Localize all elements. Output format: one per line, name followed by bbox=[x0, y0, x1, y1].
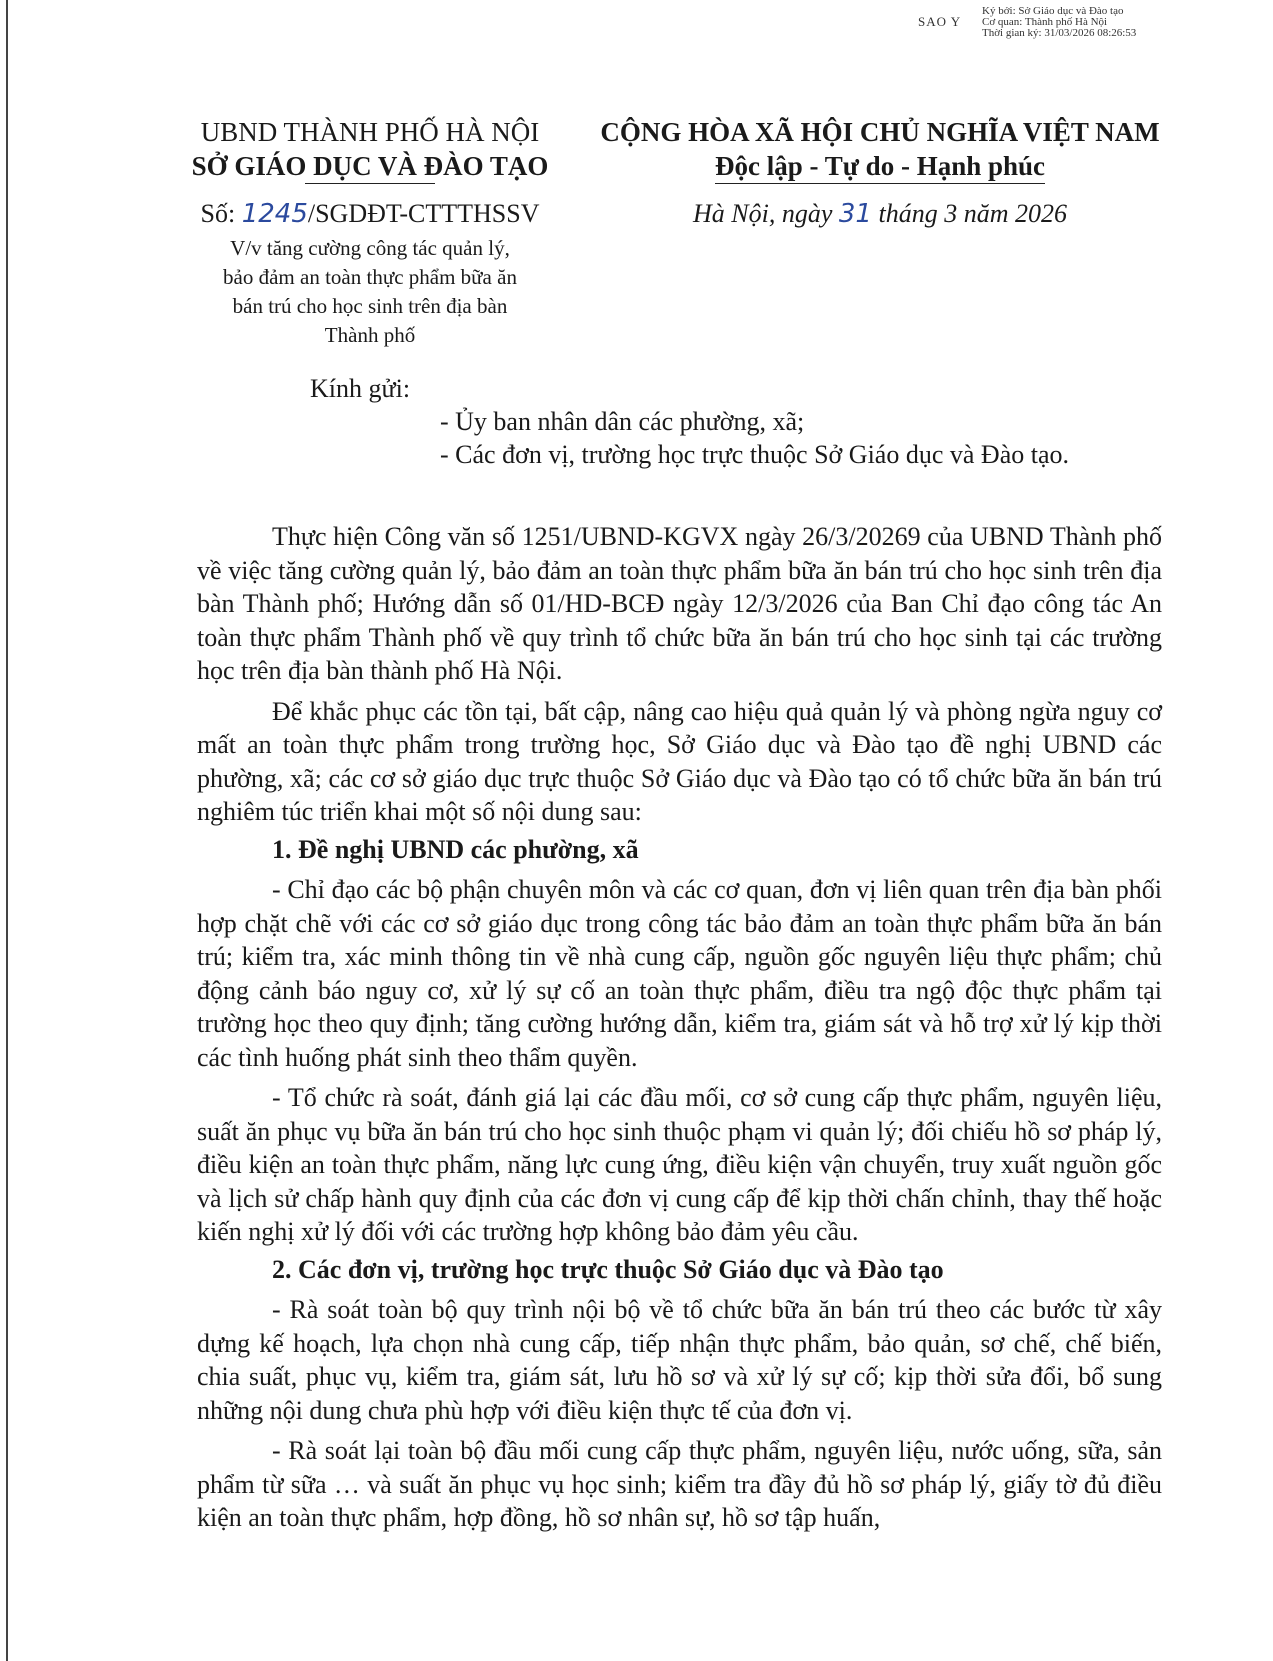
recipient-item: - Ủy ban nhân dân các phường, xã; bbox=[440, 407, 805, 436]
motto-underline bbox=[715, 183, 1045, 184]
national-motto-block bbox=[580, 115, 1180, 183]
body-paragraph: Để khắc phục các tồn tại, bất cập, nâng cao hiệu quả quản lý và phòng ngừa nguy cơ mất an toàn thực phẩm trong trường học, Sở Giáo dục và Đào tạo đề nghị UBND các phường, xã; các cơ sở giáo dục trực thuộc Sở Giáo dục và Đào tạo có tổ chức bữa ăn bán trú nghiêm túc triển khai một số nội dung sau: bbox=[197, 696, 1162, 826]
subject-block bbox=[170, 234, 570, 350]
body-paragraph: - Tổ chức rà soát, đánh giá lại các đầu mối, cơ sở cung cấp thực phẩm, nguyên liệu, suất ăn phục vụ bữa ăn bán trú cho học sinh thuộc phạm vi quản lý; đối chiếu hồ sơ pháp lý, điều kiện an toàn thực phẩm, năng lực cung ứng, điều kiện vận chuyển, truy xuất nguồn gốc và lịch sử chấp hành quy định của các đơn vị cung cấp để kịp thời chấn chỉnh, thay thế hoặc kiến nghị xử lý đối với các trường hợp không bảo đảm yêu cầu. bbox=[197, 1083, 1162, 1246]
document-body bbox=[197, 520, 1162, 1535]
subject-line: bán trú cho học sinh trên địa bàn bbox=[232, 294, 508, 318]
signature-stamp bbox=[982, 6, 1136, 39]
handwritten-day: 31 bbox=[838, 199, 872, 229]
number-suffix: /SGDĐT-CTTTHSSV bbox=[307, 199, 540, 228]
subject-line: V/v tăng cường công tác quản lý, bbox=[230, 236, 510, 260]
stamp-signer: Ký bởi: Sở Giáo dục và Đào tạo bbox=[982, 5, 1124, 17]
date-suffix: tháng 3 năm 2026 bbox=[871, 199, 1067, 228]
body-paragraph: - Rà soát toàn bộ quy trình nội bộ về tổ chức bữa ăn bán trú theo các bước từ xây dựng kế hoạch, lựa chọn nhà cung cấp, tiếp nhận thực phẩm, bảo quản, sơ chế, chế biến, chia suất, phục vụ, kiểm tra, giám sát, lưu hồ sơ và xử lý sự cố; kịp thời sửa đổi, bổ sung những nội dung chưa phù hợp với điều kiện thực tế của đơn vị. bbox=[197, 1295, 1162, 1425]
document-number bbox=[170, 197, 570, 231]
issuer-underline bbox=[305, 183, 435, 184]
issuer-name: SỞ GIÁO DỤC VÀ ĐÀO TẠO bbox=[191, 151, 549, 181]
body-paragraph: - Rà soát lại toàn bộ đầu mối cung cấp thực phẩm, nguyên liệu, nước uống, sữa, sản phẩm từ sữa … và suất ăn phục vụ học sinh; kiểm tra đầy đủ hồ sơ pháp lý, giấy tờ đủ điều kiện an toàn thực phẩm, hợp đồng, hồ sơ nhân sự, hồ sơ tập huấn, bbox=[197, 1436, 1162, 1532]
salutation: Kính gửi: bbox=[310, 374, 411, 403]
body-paragraph: - Chỉ đạo các bộ phận chuyên môn và các cơ quan, đơn vị liên quan trên địa bàn phối hợp chặt chẽ với các cơ sở giáo dục trong công tác bảo đảm an toàn thực phẩm bữa ăn bán trú; kiểm tra, xác minh thông tin về nhà cung cấp, nguồn gốc nguyên liệu thực phẩm; chủ động cảnh báo nguy cơ, xử lý sự cố an toàn thực phẩm, điều tra ngộ độc thực phẩm tại trường học theo quy định; tăng cường hướng dẫn, kiểm tra, giám sát và hỗ trợ xử lý kịp thời các tình huống phát sinh theo thẩm quyền. bbox=[197, 875, 1162, 1072]
stamp-agency: Cơ quan: Thành phố Hà Nội bbox=[982, 16, 1108, 28]
body-paragraph: Thực hiện Công văn số 1251/UBND-KGVX ngày 26/3/20269 của UBND Thành phố về việc tăng cường quản lý, bảo đảm an toàn thực phẩm bữa ăn bán trú cho học sinh trên địa bàn Thành phố; Hướng dẫn số 01/HD-BCĐ ngày 12/3/2026 của Ban Chỉ đạo công tác An toàn thực phẩm Thành phố về quy trình tổ chức bữa ăn bán trú cho học sinh tại các trường học trên địa bàn thành phố Hà Nội. bbox=[197, 522, 1162, 685]
date-prefix: Hà Nội, ngày bbox=[693, 199, 839, 228]
section-heading: 2. Các đơn vị, trường học trực thuộc Sở Giáo dục và Đào tạo bbox=[272, 1254, 944, 1284]
date-line bbox=[580, 197, 1180, 231]
recipient-item: - Các đơn vị, trường học trực thuộc Sở Giáo dục và Đào tạo. bbox=[440, 440, 1070, 469]
copy-stamp-label: SAO Y bbox=[918, 14, 962, 29]
motto: Độc lập - Tự do - Hạnh phúc bbox=[714, 151, 1046, 181]
section-heading: 1. Đề nghị UBND các phường, xã bbox=[272, 834, 639, 864]
number-prefix: Số: bbox=[200, 199, 242, 228]
handwritten-number: 1245 bbox=[241, 199, 308, 229]
country-name: CỘNG HÒA XÃ HỘI CHỦ NGHĨA VIỆT NAM bbox=[600, 117, 1160, 147]
issuer-block bbox=[170, 115, 570, 183]
subject-line: Thành phố bbox=[324, 323, 416, 347]
subject-line: bảo đảm an toàn thực phẩm bữa ăn bbox=[223, 265, 517, 289]
stamp-time: Thời gian ký: 31/03/2026 08:26:53 bbox=[982, 27, 1137, 39]
issuer-parent: UBND THÀNH PHỐ HÀ NỘI bbox=[200, 117, 540, 147]
page-edge-line bbox=[6, 0, 8, 1661]
